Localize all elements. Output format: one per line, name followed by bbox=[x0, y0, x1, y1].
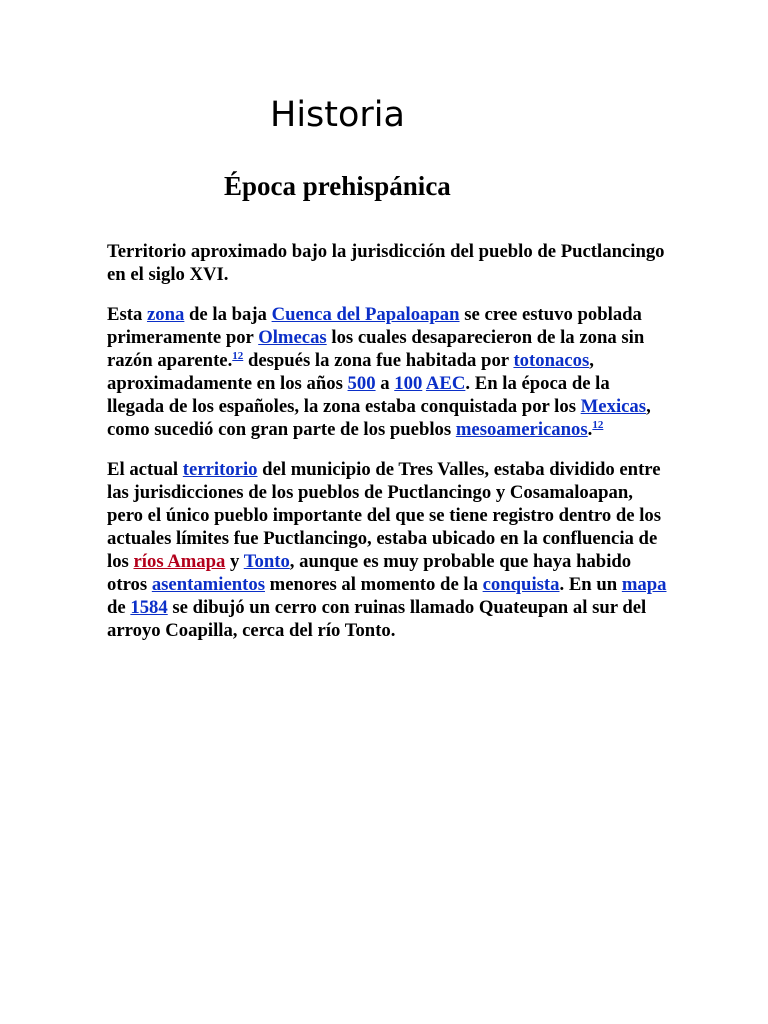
text: a bbox=[375, 373, 395, 394]
link-olmecas[interactable]: Olmecas bbox=[258, 327, 327, 348]
link-asentamientos[interactable]: asentamientos bbox=[151, 574, 265, 595]
link-rios-amapa[interactable]: ríos Amapa bbox=[133, 551, 226, 572]
link-tonto[interactable]: Tonto bbox=[243, 551, 290, 572]
text: . En un bbox=[559, 574, 622, 595]
paragraph-2 bbox=[107, 458, 667, 642]
text: , como sucedió con gran parte de los pueblos bbox=[107, 396, 651, 440]
text: , aproximadamente en los años bbox=[107, 350, 594, 394]
text: de bbox=[107, 597, 131, 618]
text: se cree estuvo poblada primeramente por bbox=[107, 304, 642, 348]
reference-link[interactable]: 12 bbox=[592, 418, 604, 431]
text: de la baja bbox=[184, 304, 272, 325]
reference-link[interactable]: 12 bbox=[232, 349, 244, 362]
link-500[interactable]: 500 bbox=[347, 373, 376, 394]
text: El actual bbox=[107, 459, 183, 480]
text: del municipio de Tres Valles, estaba dividido entre las jurisdicciones de los pueblos de Puctlancingo y Cosamaloapan, pero el único pueblo importante del que se tiene registro dentro de los actuales límites fue Puctlancingo, estaba ubicado en la confluencia de los bbox=[107, 459, 662, 572]
text: Esta bbox=[107, 304, 147, 325]
text: . En la época de la llegada de los españoles, la zona estaba conquistada por los bbox=[107, 373, 610, 417]
page-title: Historia bbox=[270, 95, 405, 135]
link-1584[interactable]: 1584 bbox=[130, 597, 168, 618]
text: . bbox=[587, 419, 593, 440]
section-heading: Época prehispánica bbox=[224, 171, 451, 201]
caption-paragraph: Territorio aproximado bajo la jurisdicción del pueblo de Puctlancingo en el siglo XVI. bbox=[107, 241, 665, 285]
link-aec[interactable]: AEC bbox=[425, 373, 466, 394]
link-zona[interactable]: zona bbox=[146, 304, 185, 325]
article-body bbox=[107, 240, 667, 659]
link-100[interactable]: 100 bbox=[394, 373, 423, 394]
link-mesoamericanos[interactable]: mesoamericanos bbox=[455, 419, 588, 440]
link-totonacos[interactable]: totonacos bbox=[513, 350, 590, 371]
link-mexicas[interactable]: Mexicas bbox=[580, 396, 647, 417]
text: después la zona fue habitada por bbox=[243, 350, 514, 371]
paragraph-1 bbox=[107, 303, 667, 441]
text: y bbox=[225, 551, 244, 572]
text: se dibujó un cerro con ruinas llamado Quateupan al sur del arroyo Coapilla, cerca del río Tonto. bbox=[107, 597, 647, 641]
text: menores al momento de la bbox=[264, 574, 483, 595]
link-mapa[interactable]: mapa bbox=[621, 574, 667, 595]
link-conquista[interactable]: conquista bbox=[482, 574, 560, 595]
text: , aunque es muy probable que haya habido otros bbox=[107, 551, 632, 595]
link-territorio[interactable]: territorio bbox=[182, 459, 258, 480]
text: los cuales desaparecieron de la zona sin razón aparente. bbox=[107, 327, 645, 371]
link-cuenca-del-papaloapan[interactable]: Cuenca del Papaloapan bbox=[271, 304, 460, 325]
